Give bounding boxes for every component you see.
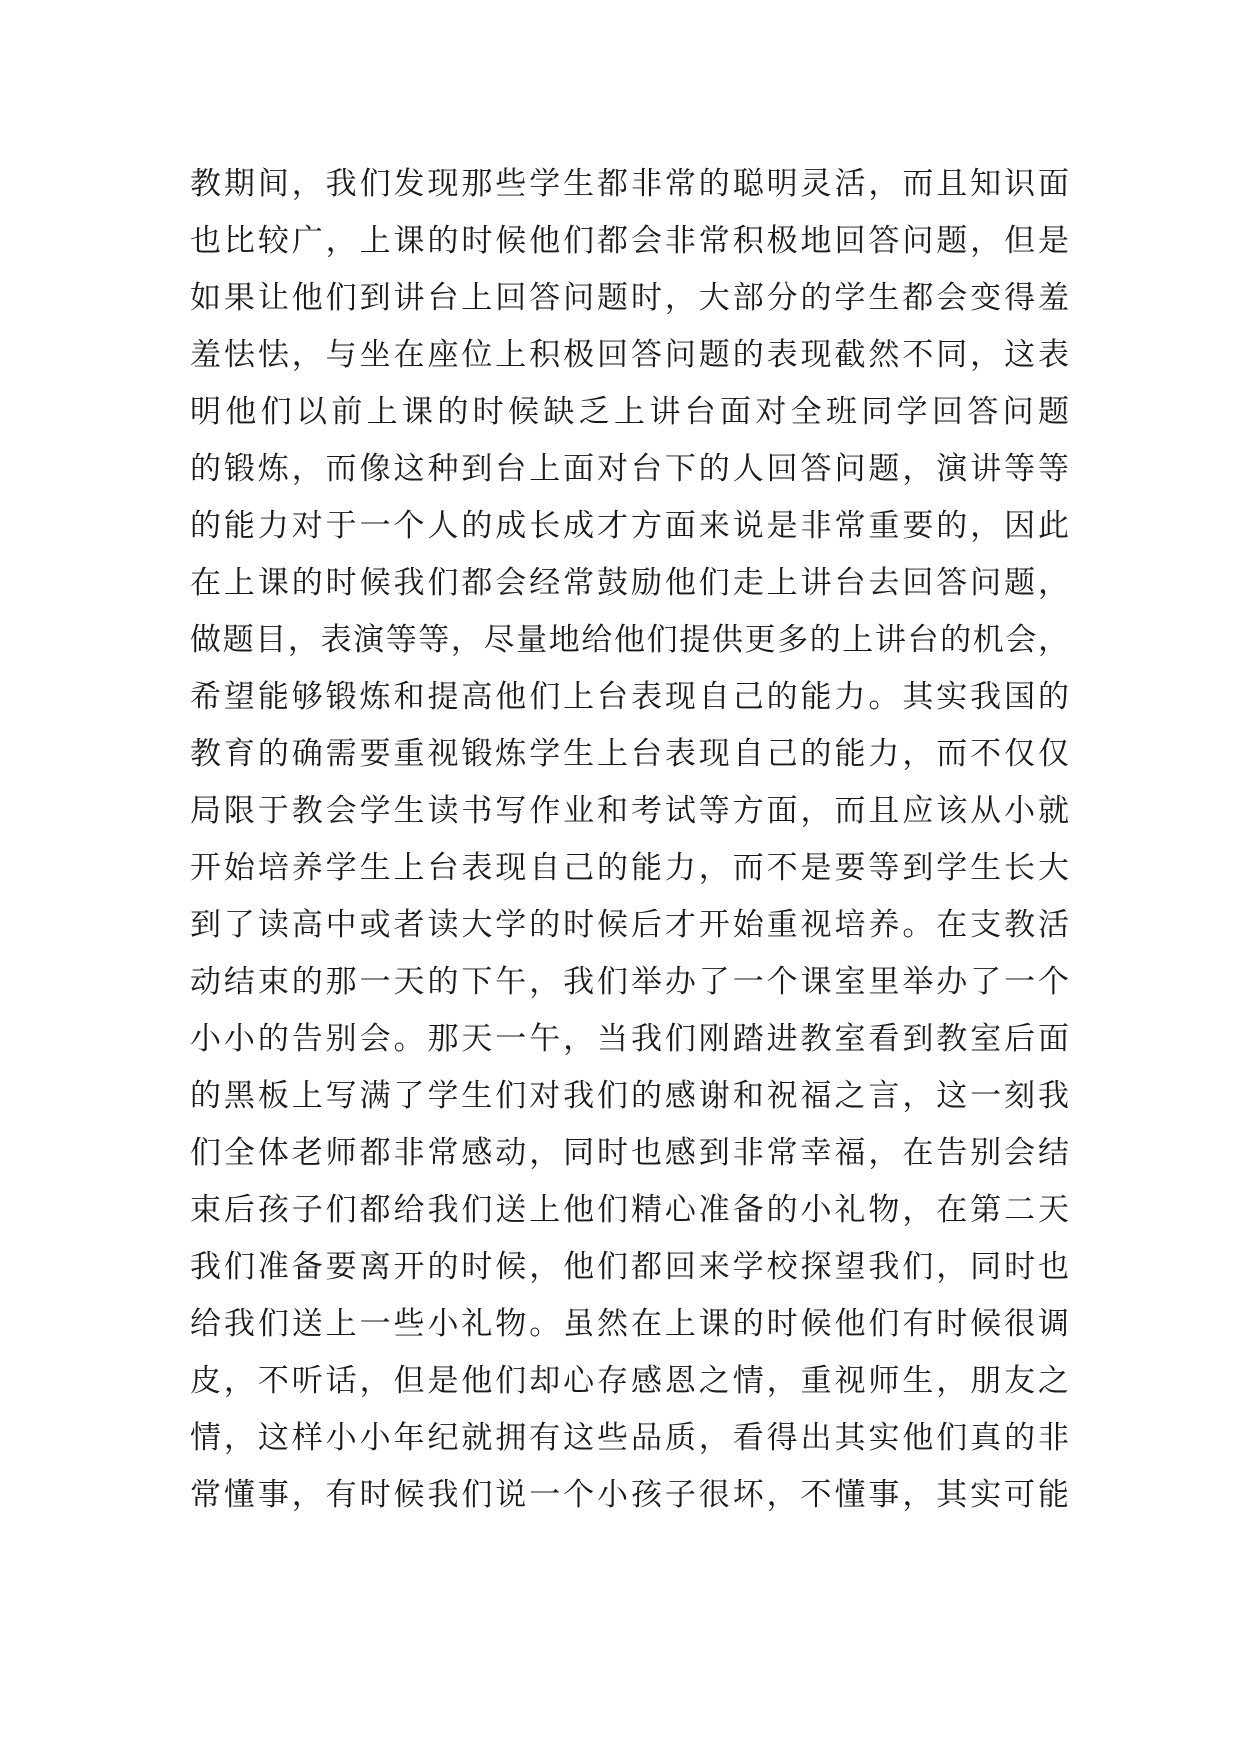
text-line: 明他们以前上课的时候缺乏上讲台面对全班同学回答问题 xyxy=(190,394,1070,430)
text-line: 到了读高中或者读大学的时候后才开始重视培养。在支教活 xyxy=(190,907,1070,943)
text-line: 皮，不听话，但是他们却心存感恩之情，重视师生，朋友之 xyxy=(190,1363,1070,1399)
text-line: 的锻炼，而像这种到台上面对台下的人回答问题，演讲等等 xyxy=(190,451,1070,487)
text-line: 小小的告别会。那天一午，当我们刚踏进教室看到教室后面 xyxy=(190,1021,1070,1057)
text-line: 也比较广，上课的时候他们都会非常积极地回答问题，但是 xyxy=(190,223,1070,259)
text-line: 如果让他们到讲台上回答问题时，大部分的学生都会变得羞 xyxy=(190,280,1070,316)
text-line: 在上课的时候我们都会经常鼓励他们走上讲台去回答问题， xyxy=(190,565,1070,601)
text-line: 动结束的那一天的下午，我们举办了一个课室里举办了一个 xyxy=(190,964,1070,1000)
text-line: 我们准备要离开的时候，他们都回来学校探望我们，同时也 xyxy=(190,1249,1070,1285)
text-line: 的黑板上写满了学生们对我们的感谢和祝福之言，这一刻我 xyxy=(190,1078,1070,1114)
text-line: 们全体老师都非常感动，同时也感到非常幸福，在告别会结 xyxy=(190,1135,1070,1171)
text-line: 束后孩子们都给我们送上他们精心准备的小礼物，在第二天 xyxy=(190,1192,1070,1228)
text-line: 开始培养学生上台表现自己的能力，而不是要等到学生长大 xyxy=(190,850,1070,886)
text-line: 希望能够锻炼和提高他们上台表现自己的能力。其实我国的 xyxy=(190,679,1070,715)
text-line: 局限于教会学生读书写作业和考试等方面，而且应该从小就 xyxy=(190,793,1070,829)
text-line: 的能力对于一个人的成长成才方面来说是非常重要的，因此 xyxy=(190,508,1070,544)
body-text xyxy=(190,156,1070,1524)
text-line: 做题目，表演等等，尽量地给他们提供更多的上讲台的机会， xyxy=(190,622,1070,658)
text-line: 教期间，我们发现那些学生都非常的聪明灵活，而且知识面 xyxy=(190,166,1070,202)
text-line: 给我们送上一些小礼物。虽然在上课的时候他们有时候很调 xyxy=(190,1306,1070,1342)
text-line: 教育的确需要重视锻炼学生上台表现自己的能力，而不仅仅 xyxy=(190,736,1070,772)
text-line: 情，这样小小年纪就拥有这些品质，看得出其实他们真的非 xyxy=(190,1420,1070,1456)
text-line: 羞怯怯，与坐在座位上积极回答问题的表现截然不同，这表 xyxy=(190,337,1070,373)
text-line: 常懂事，有时候我们说一个小孩子很坏，不懂事，其实可能 xyxy=(190,1477,1070,1513)
